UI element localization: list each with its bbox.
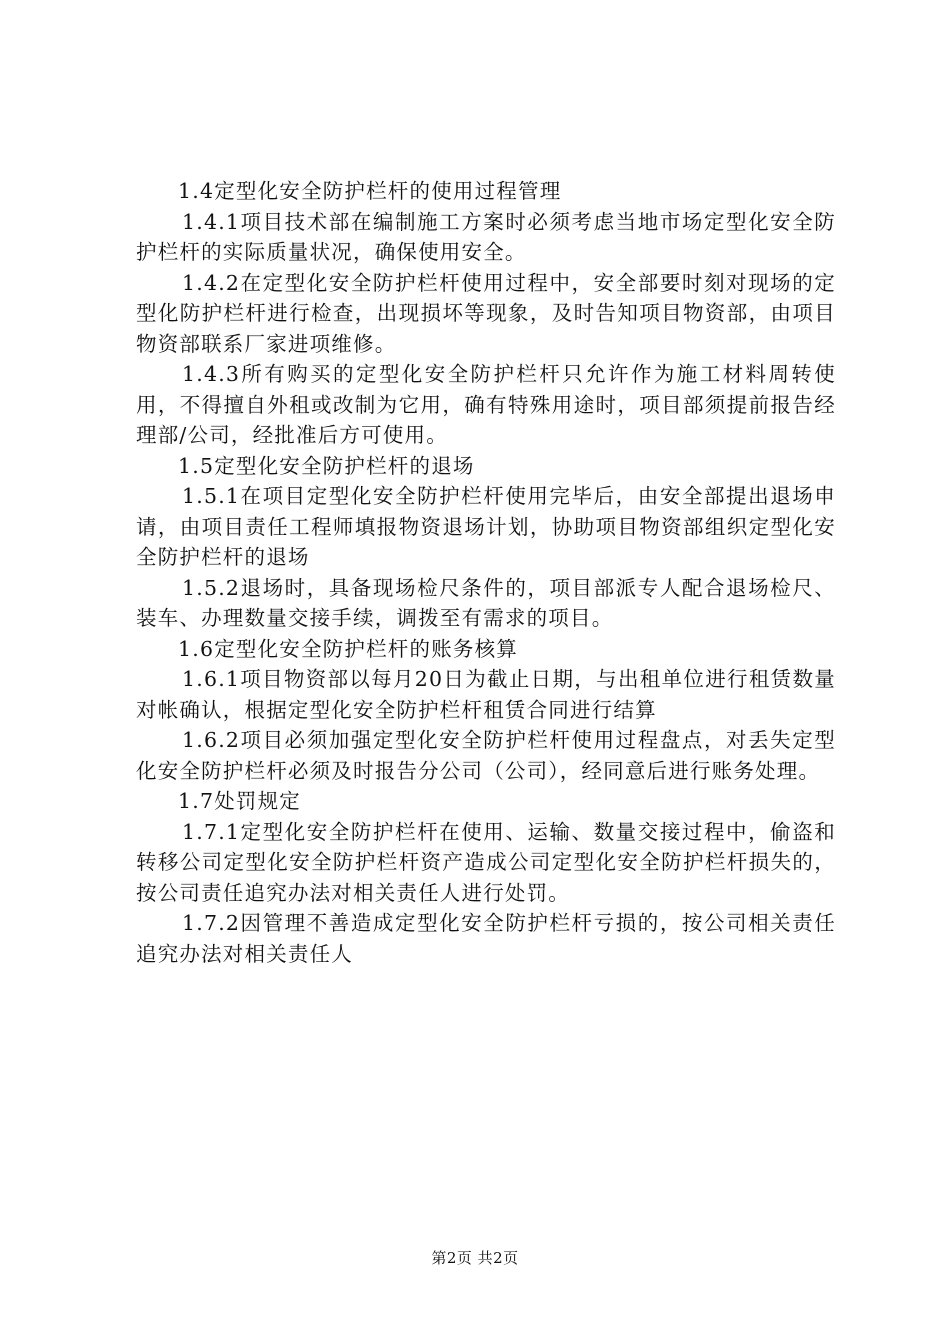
section-heading-1-5: 1.5定型化安全防护栏杆的退场 <box>178 453 475 478</box>
paragraph-1-4-2: 1.4.2在定型化安全防护栏杆使用过程中，安全部要时刻对现场的定型化防护栏杆进行检查，出现损坏等现象，及时告知项目物资部，由项目物资部联系厂家进项维修。 <box>136 270 836 356</box>
section-heading-1-4: 1.4定型化安全防护栏杆的使用过程管理 <box>178 179 562 203</box>
paragraph-1-7-1: 1.7.1定型化安全防护栏杆在使用、运输、数量交接过程中，偷盗和转移公司定型化安全防护栏杆资产造成公司定型化安全防护栏杆损失的，按公司责任追究办法对相关责任人进行处罚。 <box>136 819 836 905</box>
section-heading-1-6: 1.6定型化安全防护栏杆的账务核算 <box>178 636 519 661</box>
paragraph-1-6-1: 1.6.1项目物资部以每月20日为截止日期，与出租单位进行租赁数量对帐确认，根据定型化安全防护栏杆租赁合同进行结算 <box>136 667 836 722</box>
paragraph-1-6-2: 1.6.2项目必须加强定型化安全防护栏杆使用过程盘点，对丢失定型化安全防护栏杆必须及时报告分公司（公司），经同意后进行账务处理。 <box>136 728 836 783</box>
paragraph-1-5-2: 1.5.2退场时，具备现场检尺条件的，项目部派专人配合退场检尺、装车、办理数量交接手续，调拨至有需求的项目。 <box>136 575 836 630</box>
page-number-footer: 第2页 共2页 <box>431 1249 519 1267</box>
document-body <box>136 176 836 969</box>
paragraph-1-4-1: 1.4.1项目技术部在编制施工方案时必须考虑当地市场定型化安全防护栏杆的实际质量状况，确保使用安全。 <box>136 209 836 264</box>
section-heading-1-7: 1.7处罚规定 <box>178 789 302 813</box>
paragraph-1-7-2: 1.7.2因管理不善造成定型化安全防护栏杆亏损的，按公司相关责任追究办法对相关责任人 <box>136 911 836 966</box>
paragraph-1-4-3: 1.4.3所有购买的定型化安全防护栏杆只允许作为施工材料周转使用，不得擅自外租或改制为它用，确有特殊用途时，项目部须提前报告经理部/公司，经批准后方可使用。 <box>136 362 836 447</box>
paragraph-1-5-1: 1.5.1在项目定型化安全防护栏杆使用完毕后，由安全部提出退场申请，由项目责任工程师填报物资退场计划，协助项目物资部组织定型化安全防护栏杆的退场 <box>136 484 836 569</box>
